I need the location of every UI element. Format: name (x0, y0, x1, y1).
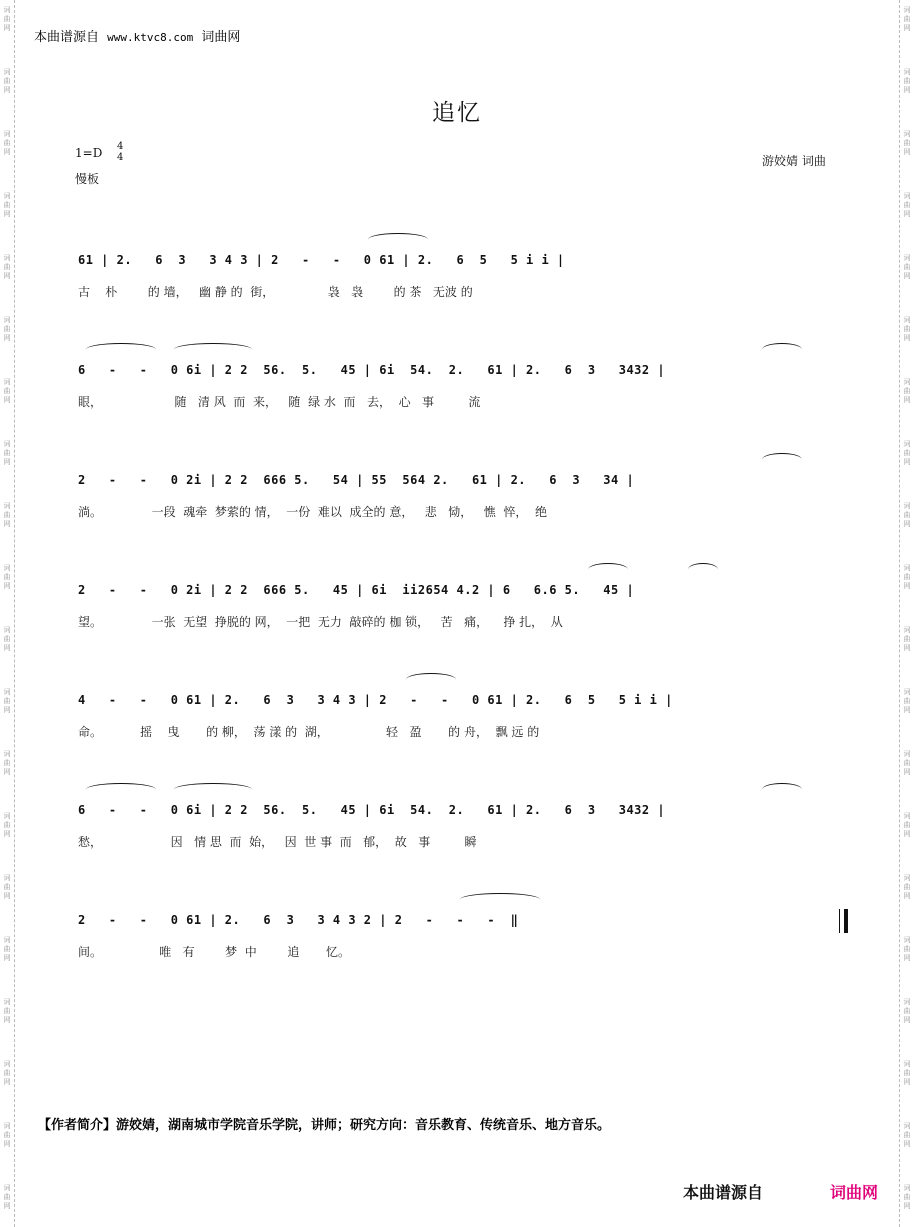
watermark-tile: 词曲网 (3, 688, 11, 714)
watermark-tile: 词曲网 (903, 6, 911, 32)
watermark-tile: 词曲网 (903, 1060, 911, 1086)
watermark-tile: 词曲网 (3, 874, 11, 900)
score-system-1 (78, 247, 856, 307)
watermark-tile: 词曲网 (3, 6, 11, 32)
lyrics-line: 望。 一张 无望 挣脱的 网， 一把 无力 敲碎的 枷 锁， 苦 痛， 挣 扎， 从 (78, 615, 563, 629)
slur-mark (86, 343, 156, 356)
author-intro-tag: 【作者简介】 (38, 1118, 117, 1133)
watermark-tile: 词曲网 (903, 502, 911, 528)
final-barline-thick (844, 909, 848, 933)
lyrics-line: 间。 唯 有 梦 中 追 忆。 (78, 945, 351, 959)
watermark-tile: 词曲网 (3, 1184, 11, 1210)
time-signature-top: 4 (117, 141, 124, 152)
watermark-tile: 词曲网 (903, 316, 911, 342)
score-system-7 (78, 907, 856, 967)
watermark-tile: 词曲网 (3, 626, 11, 652)
slur-mark (460, 893, 540, 906)
watermark-tile: 词曲网 (903, 1184, 911, 1210)
slur-mark (174, 783, 252, 796)
watermark-tile: 词曲网 (903, 688, 911, 714)
watermark-tile: 词曲网 (903, 254, 911, 280)
notation-line: 61 | 2. 6 3 3 4 3 | 2 - - 0 61 | 2. 6 5 5 i i | (78, 253, 565, 267)
watermark-tile: 词曲网 (903, 68, 911, 94)
watermark-tile: 词曲网 (903, 812, 911, 838)
source-header (34, 26, 240, 45)
watermark-tile: 词曲网 (3, 502, 11, 528)
notation-line: 4 - - 0 61 | 2. 6 3 3 4 3 | 2 - - 0 61 | 2. 6 5 5 i i | (78, 693, 673, 707)
slur-mark (86, 783, 156, 796)
watermark-tile: 词曲网 (3, 750, 11, 776)
footer-source-label: 本曲谱源自 (683, 1183, 764, 1202)
notation-line: 2 - - 0 61 | 2. 6 3 3 4 3 2 | 2 - - - ‖ (78, 913, 519, 927)
watermark-tile: 词曲网 (3, 440, 11, 466)
watermark-tile: 词曲网 (903, 378, 911, 404)
right-watermark-strip (899, 0, 914, 1227)
watermark-tile: 词曲网 (3, 564, 11, 590)
watermark-tile: 词曲网 (3, 316, 11, 342)
score-system-2 (78, 357, 856, 417)
watermark-tile: 词曲网 (3, 254, 11, 280)
source-url-link[interactable]: www.ktvc8.com (107, 31, 194, 44)
watermark-tile: 词曲网 (903, 440, 911, 466)
watermark-tile: 词曲网 (903, 130, 911, 156)
slur-mark (762, 783, 802, 796)
source-site: 词曲网 (201, 30, 241, 45)
author-intro-text: 游姣婧，湖南城市学院音乐学院，讲师；研究方向：音乐教育、传统音乐、地方音乐。 (116, 1118, 611, 1133)
notation-line: 6 - - 0 6i | 2 2 56. 5. 45 | 6i 54. 2. 61 | 2. 6 3 3432 | (78, 363, 666, 377)
watermark-tile: 词曲网 (903, 936, 911, 962)
lyrics-line: 命。 摇 曳 的 柳， 荡 漾 的 湖， 轻 盈 的 舟， 飘 远 的 (78, 725, 540, 739)
watermark-tile: 词曲网 (3, 812, 11, 838)
composer-credit: 游姣婧 词曲 (762, 154, 826, 168)
footer-site-logo: 词曲网 (830, 1183, 879, 1202)
left-watermark-strip (0, 0, 15, 1227)
notation-line: 6 - - 0 6i | 2 2 56. 5. 45 | 6i 54. 2. 61 | 2. 6 3 3432 | (78, 803, 666, 817)
watermark-tile: 词曲网 (903, 564, 911, 590)
watermark-tile: 词曲网 (3, 998, 11, 1024)
watermark-tile: 词曲网 (3, 130, 11, 156)
source-prefix: 本曲谱源自 (34, 30, 100, 45)
notation-line: 2 - - 0 2i | 2 2 666 5. 54 | 55 564 2. 61 | 2. 6 3 34 | (78, 473, 635, 487)
watermark-tile: 词曲网 (903, 192, 911, 218)
song-title: 追忆 (432, 100, 482, 126)
slur-mark (174, 343, 252, 356)
author-intro (38, 1114, 610, 1133)
watermark-tile: 词曲网 (3, 1122, 11, 1148)
lyrics-line: 淌。 一段 魂牵 梦萦的 情， 一份 难以 成全的 意， 悲 恸， 憔 悴， 绝 (78, 505, 547, 519)
lyrics-line: 古 朴 的 墙， 幽 静 的 街， 袅 袅 的 茶 无波 的 (78, 285, 473, 299)
score-system-3 (78, 467, 856, 527)
slur-mark (688, 563, 718, 576)
time-signature-bottom: 4 (117, 152, 124, 163)
watermark-tile: 词曲网 (3, 378, 11, 404)
notation-line: 2 - - 0 2i | 2 2 666 5. 45 | 6i ii2654 4.2 | 6 6.6 5. 45 | (78, 583, 635, 597)
score-system-5 (78, 687, 856, 747)
watermark-tile: 词曲网 (3, 936, 11, 962)
watermark-tile: 词曲网 (3, 68, 11, 94)
slur-mark (762, 343, 802, 356)
watermark-tile: 词曲网 (903, 998, 911, 1024)
watermark-tile: 词曲网 (903, 626, 911, 652)
tempo-marking: 慢板 (75, 172, 100, 186)
final-barline-thin (839, 909, 840, 933)
slur-mark (762, 453, 802, 466)
slur-mark (368, 233, 428, 246)
slur-mark (406, 673, 456, 686)
watermark-tile: 词曲网 (903, 750, 911, 776)
watermark-tile: 词曲网 (903, 874, 911, 900)
slur-mark (588, 563, 628, 576)
watermark-tile: 词曲网 (903, 1122, 911, 1148)
watermark-tile: 词曲网 (3, 192, 11, 218)
watermark-tile: 词曲网 (3, 1060, 11, 1086)
score-system-6 (78, 797, 856, 857)
lyrics-line: 愁， 因 情 思 而 始， 因 世 事 而 郁， 故 事 瞬 (78, 835, 477, 849)
key-signature: 1=D (75, 146, 103, 160)
lyrics-line: 眼， 随 清 风 而 来， 随 绿 水 而 去， 心 事 流 (78, 395, 481, 409)
score-system-4 (78, 577, 856, 637)
time-signature (117, 141, 123, 163)
